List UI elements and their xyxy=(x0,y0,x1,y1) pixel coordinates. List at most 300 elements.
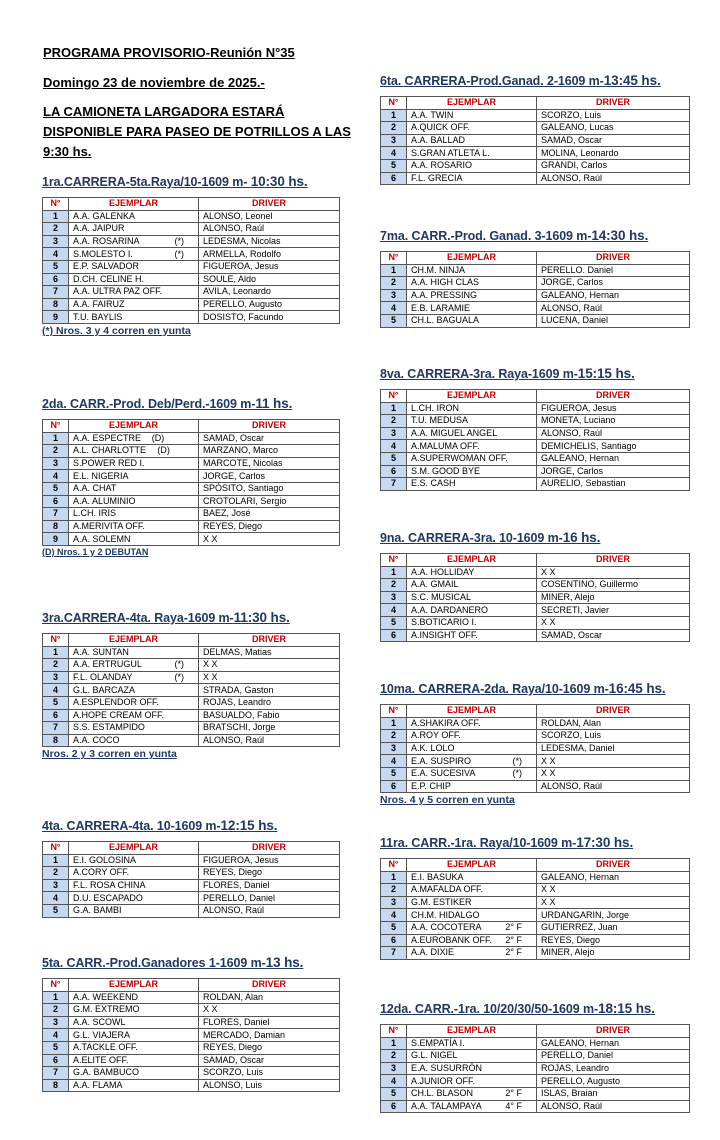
race-title-text: 2da. CARR.-Prod. Deb/Perd.-1609 m- xyxy=(42,397,256,411)
entry-flag: (*) xyxy=(512,755,522,766)
entry-horse-cell xyxy=(407,871,537,884)
entry-number: 6 xyxy=(381,465,407,478)
entry-driver: JORGE, Carlos xyxy=(199,470,340,483)
entry-horse: A.A. CHAT xyxy=(73,483,117,494)
entry-number: 7 xyxy=(43,286,69,299)
entry-horse-cell xyxy=(407,730,537,743)
entry-flag: (*) xyxy=(512,768,522,779)
entry-number: 3 xyxy=(43,235,69,248)
col-header-num: N° xyxy=(381,390,407,403)
entry-number: 5 xyxy=(381,452,407,465)
table-row xyxy=(43,1054,340,1067)
table-row xyxy=(381,717,690,730)
entry-number: 3 xyxy=(43,671,69,684)
entry-horse: S.S. ESTAMPIDO xyxy=(73,722,145,733)
entry-horse-cell xyxy=(407,909,537,922)
entry-number: 2 xyxy=(43,867,69,880)
race-time: 16 hs. xyxy=(562,530,601,545)
entry-number: 8 xyxy=(43,1079,69,1092)
table-row xyxy=(381,896,690,909)
entry-horse-cell xyxy=(69,273,199,286)
entry-driver: X X xyxy=(537,755,690,768)
col-header-num: N° xyxy=(381,554,407,567)
col-header-driver: DRIVER xyxy=(199,634,340,647)
entry-number: 2 xyxy=(381,730,407,743)
table-row xyxy=(43,659,340,672)
race-block xyxy=(42,610,340,760)
entry-driver: ROJAS, Leandro xyxy=(199,696,340,709)
table-header-row xyxy=(43,198,340,211)
entry-driver: ALONSO, Raúl xyxy=(537,172,690,185)
entry-horse: E.P. CHIP xyxy=(411,780,451,791)
entry-horse-cell xyxy=(407,947,537,960)
entry-number: 8 xyxy=(43,520,69,533)
race-time: 11:30 hs. xyxy=(233,610,290,625)
entry-horse-cell xyxy=(69,210,199,223)
entry-horse-cell xyxy=(69,1054,199,1067)
entry-horse-cell xyxy=(407,427,537,440)
table-row xyxy=(381,579,690,592)
entry-horse: E.A. SUSPIRO xyxy=(411,755,472,766)
entry-flag: 2° F xyxy=(505,947,522,958)
entry-horse: T.U. BAYLIS xyxy=(73,311,123,322)
entry-horse: A.A. MIGUEL ANGEL xyxy=(411,428,498,439)
race-title xyxy=(42,174,340,189)
table-row xyxy=(43,533,340,546)
table-row xyxy=(381,452,690,465)
entry-driver: X X xyxy=(199,659,340,672)
entry-horse-cell xyxy=(407,314,537,327)
race-time: 10:30 hs. xyxy=(250,174,308,189)
table-header-row xyxy=(381,859,690,872)
entry-number: 5 xyxy=(43,1041,69,1054)
entry-horse: A.SUPERWOMAN OFF. xyxy=(411,453,508,464)
entry-driver: DOSISTO, Facundo xyxy=(199,311,340,324)
entry-horse: A.SHAKIRA OFF. xyxy=(411,717,481,728)
entry-horse: A.A. SCOWL xyxy=(73,1017,126,1028)
entry-driver: GALEANO, Hernan xyxy=(537,289,690,302)
entries-table xyxy=(42,978,340,1092)
race-title xyxy=(42,610,340,625)
table-row xyxy=(381,934,690,947)
table-row xyxy=(381,921,690,934)
entry-number: 3 xyxy=(381,591,407,604)
entry-horse: F.L. GRECIA xyxy=(411,172,463,183)
entry-driver: JORGE, Carlos xyxy=(537,465,690,478)
entry-horse: A.A. ULTRA PAZ OFF. xyxy=(73,286,163,297)
entry-horse-cell xyxy=(407,440,537,453)
table-row xyxy=(381,1037,690,1050)
entry-driver: X X xyxy=(537,566,690,579)
entry-driver: ALONSO, Raúl xyxy=(537,1100,690,1113)
entry-horse-cell xyxy=(407,755,537,768)
entry-horse-cell xyxy=(407,478,537,491)
entry-horse-cell xyxy=(69,520,199,533)
col-header-num: N° xyxy=(381,705,407,718)
entry-driver: LUCENA, Daniel xyxy=(537,314,690,327)
race-block xyxy=(380,681,690,806)
entry-driver: MINER, Alejo xyxy=(537,947,690,960)
entry-flag: (D) xyxy=(157,445,170,456)
entry-number: 5 xyxy=(381,159,407,172)
entry-number: 6 xyxy=(381,172,407,185)
entry-flag: (D) xyxy=(151,432,165,443)
entry-horse-cell xyxy=(69,1004,199,1017)
col-header-driver: DRIVER xyxy=(537,705,690,718)
table-row xyxy=(381,159,690,172)
table-header-row xyxy=(381,97,690,110)
table-row xyxy=(381,909,690,922)
entry-horse-cell xyxy=(407,717,537,730)
entry-driver: X X xyxy=(537,896,690,909)
entry-horse-cell xyxy=(69,879,199,892)
entry-horse: A.MERIVITA OFF. xyxy=(73,521,145,532)
table-row xyxy=(43,991,340,1004)
entry-horse: A.HOPE CREAM OFF. xyxy=(73,709,165,720)
entry-number: 3 xyxy=(43,457,69,470)
entry-horse: F.L. ROSA CHINA xyxy=(73,880,146,891)
entry-driver: FIGUEROA, Jesus xyxy=(199,260,340,273)
entry-driver: MARCOTE, Nicolas xyxy=(199,457,340,470)
race-time: 18:15 hs. xyxy=(598,1001,655,1016)
entry-driver: REYES, Diego xyxy=(537,934,690,947)
entry-driver: LEDESMA, Nicolas xyxy=(199,235,340,248)
entry-number: 9 xyxy=(43,311,69,324)
race-block xyxy=(380,530,690,642)
entry-horse-cell xyxy=(407,934,537,947)
table-row xyxy=(43,260,340,273)
entry-horse: A.A. FLAMA xyxy=(73,1080,123,1091)
race-title-text: 7ma. CARR.-Prod. Ganad. 3-1609 m- xyxy=(380,229,592,243)
entry-horse: A.A. ESPECTRE xyxy=(73,432,142,443)
entry-horse-cell xyxy=(407,1050,537,1063)
entry-horse: A.A. BALLAD xyxy=(411,135,466,146)
entry-number: 7 xyxy=(381,478,407,491)
table-row xyxy=(381,1062,690,1075)
entry-horse: S.M. GOOD BYE xyxy=(411,465,481,476)
entry-driver: AVILA, Leonardo xyxy=(199,286,340,299)
entry-number: 5 xyxy=(381,314,407,327)
col-header-num: N° xyxy=(43,634,69,647)
entry-number: 9 xyxy=(43,533,69,546)
entry-driver: X X xyxy=(537,884,690,897)
entry-driver: DEMICHELIS, Santiago xyxy=(537,440,690,453)
entry-number: 3 xyxy=(381,1062,407,1075)
entry-number: 4 xyxy=(43,684,69,697)
entries-table xyxy=(42,419,340,546)
entry-horse: S.POWER RED I. xyxy=(73,458,145,469)
table-row xyxy=(381,172,690,185)
entry-horse: A.A. FAIRUZ xyxy=(73,299,125,310)
entry-number: 3 xyxy=(381,427,407,440)
entry-horse: F.L. OLANDAY xyxy=(73,672,133,683)
table-header-row xyxy=(381,1025,690,1038)
col-header-driver: DRIVER xyxy=(199,979,340,992)
entry-horse-cell xyxy=(69,457,199,470)
entry-number: 5 xyxy=(381,921,407,934)
entry-horse-cell xyxy=(69,1041,199,1054)
entry-horse: CH.L. BLASON xyxy=(411,1088,474,1099)
entry-driver: SCORZO, Luis xyxy=(199,1067,340,1080)
entry-horse-cell xyxy=(407,109,537,122)
entry-horse-cell xyxy=(407,134,537,147)
entry-driver: SAMAD, Oscar xyxy=(199,1054,340,1067)
entry-number: 3 xyxy=(381,289,407,302)
entries-table xyxy=(42,633,340,747)
entry-driver: ROJAS, Leandro xyxy=(537,1062,690,1075)
table-row xyxy=(381,1050,690,1063)
entry-horse-cell xyxy=(407,780,537,793)
col-header-driver: DRIVER xyxy=(537,97,690,110)
entry-horse: A.MAFALDA OFF. xyxy=(411,884,484,895)
entry-horse: A.ELITE OFF. xyxy=(73,1054,129,1065)
entry-horse-cell xyxy=(407,896,537,909)
entry-horse-cell xyxy=(69,248,199,261)
col-header-horse: EJEMPLAR xyxy=(407,554,537,567)
table-row xyxy=(381,604,690,617)
entry-number: 1 xyxy=(43,432,69,445)
entry-horse: E.S. CASH xyxy=(411,478,456,489)
entry-horse-cell xyxy=(69,508,199,521)
table-row xyxy=(381,947,690,960)
col-header-num: N° xyxy=(43,420,69,433)
entry-horse: G.L. BARCAZA xyxy=(73,684,136,695)
table-row xyxy=(381,109,690,122)
table-row xyxy=(381,277,690,290)
entry-driver: PERELLO, Daniel xyxy=(537,1050,690,1063)
entry-horse-cell xyxy=(69,533,199,546)
table-row xyxy=(43,904,340,917)
entry-driver: ALONSO, Raúl xyxy=(199,734,340,747)
entry-horse: E.L. NIGERIA xyxy=(73,470,129,481)
race-note: Nros. 2 y 3 corren en yunta xyxy=(42,748,177,761)
entry-number: 3 xyxy=(43,879,69,892)
table-row xyxy=(381,1100,690,1113)
table-row xyxy=(381,415,690,428)
entry-horse: A.A. ROSARIO xyxy=(411,160,473,171)
entry-number: 1 xyxy=(381,109,407,122)
entry-horse-cell xyxy=(69,659,199,672)
entry-number: 1 xyxy=(43,210,69,223)
entry-horse-cell xyxy=(407,579,537,592)
entry-number: 1 xyxy=(43,646,69,659)
entry-number: 4 xyxy=(381,302,407,315)
col-header-horse: EJEMPLAR xyxy=(407,252,537,265)
race-title-text: 5ta. CARR.-Prod.Ganadores 1-1609 m- xyxy=(42,956,266,970)
entry-horse-cell xyxy=(69,904,199,917)
entry-horse-cell xyxy=(407,616,537,629)
entry-horse: A.A. HIGH CLAS xyxy=(411,277,480,288)
race-time: 13 hs. xyxy=(265,955,304,970)
entry-number: 4 xyxy=(381,440,407,453)
entry-horse: S.BOTICARIO I. xyxy=(411,617,477,628)
entry-horse-cell xyxy=(69,709,199,722)
race-title-text: 3ra.CARRERA-4ta. Raya-1609 m- xyxy=(42,611,234,625)
entries-table xyxy=(42,197,340,324)
col-header-horse: EJEMPLAR xyxy=(407,705,537,718)
col-header-num: N° xyxy=(381,252,407,265)
entry-horse: S.GRAN ATLETA L. xyxy=(411,147,490,158)
entry-number: 6 xyxy=(43,1054,69,1067)
race-title xyxy=(42,396,340,411)
entry-horse-cell xyxy=(69,286,199,299)
entry-number: 7 xyxy=(43,722,69,735)
entry-horse: T.U. MEDUSA xyxy=(411,415,469,426)
entries-table xyxy=(380,389,690,491)
entry-horse-cell xyxy=(69,892,199,905)
entry-number: 5 xyxy=(381,616,407,629)
notice-line-1: LA CAMIONETA LARGADORA ESTARÁ xyxy=(43,104,285,119)
race-block xyxy=(42,396,340,557)
entry-horse: E.I. BASUKA xyxy=(411,871,464,882)
entry-number: 2 xyxy=(381,277,407,290)
entry-number: 2 xyxy=(381,579,407,592)
table-row xyxy=(381,629,690,642)
entry-number: 2 xyxy=(43,659,69,672)
entry-driver: MOLINA, Leonardo xyxy=(537,147,690,160)
entry-flag: 2° F xyxy=(505,934,522,945)
entry-number: 1 xyxy=(43,991,69,1004)
col-header-num: N° xyxy=(381,1025,407,1038)
entry-horse-cell xyxy=(407,172,537,185)
entry-horse-cell xyxy=(69,671,199,684)
entry-horse-cell xyxy=(69,991,199,1004)
table-row xyxy=(381,427,690,440)
entry-horse: G.M. ESTIKER xyxy=(411,897,472,908)
race-title-text: 11ra. CARR.-1ra. Raya/10-1609 m- xyxy=(380,836,577,850)
entry-driver: GUTIERREZ, Juan xyxy=(537,921,690,934)
table-row xyxy=(43,482,340,495)
entry-driver: X X xyxy=(537,767,690,780)
table-header-row xyxy=(43,420,340,433)
entry-horse-cell xyxy=(407,452,537,465)
table-row xyxy=(381,402,690,415)
table-row xyxy=(43,470,340,483)
entry-driver: FIGUEROA, Jesus xyxy=(537,402,690,415)
table-row xyxy=(43,1004,340,1017)
table-row xyxy=(381,780,690,793)
race-time: 15:15 hs. xyxy=(577,366,635,381)
entry-horse: G.M. EXTREMO xyxy=(73,1004,140,1015)
entry-driver: ALONSO, Leonel xyxy=(199,210,340,223)
entry-horse: G.L. VIAJERA xyxy=(73,1029,131,1040)
entry-horse-cell xyxy=(407,1087,537,1100)
entry-number: 4 xyxy=(381,147,407,160)
entry-flag: 2° F xyxy=(505,922,522,933)
entry-horse: A.ROY OFF. xyxy=(411,730,461,741)
entry-horse-cell xyxy=(69,445,199,458)
entry-driver: REYES, Diego xyxy=(199,867,340,880)
table-row xyxy=(381,478,690,491)
entry-horse: A.A. JAIPUR xyxy=(73,223,125,234)
entry-horse: CH.M. HIDALGO xyxy=(411,909,480,920)
entry-number: 6 xyxy=(381,934,407,947)
entry-flag: (*) xyxy=(174,236,184,247)
entry-flag: 4° F xyxy=(505,1100,522,1111)
entry-horse-cell xyxy=(407,122,537,135)
entry-number: 2 xyxy=(43,445,69,458)
entry-number: 3 xyxy=(43,1016,69,1029)
entry-flag: 2° F xyxy=(505,1088,522,1099)
entry-number: 1 xyxy=(381,264,407,277)
entry-flag: (*) xyxy=(174,672,184,683)
entry-driver: GALEANO, Hernan xyxy=(537,871,690,884)
entry-horse-cell xyxy=(69,235,199,248)
entry-driver: BASUALDO, Fabio xyxy=(199,709,340,722)
col-header-horse: EJEMPLAR xyxy=(69,979,199,992)
entry-horse: D.U. ESCAPADO xyxy=(73,892,143,903)
table-row xyxy=(43,1041,340,1054)
entry-horse-cell xyxy=(407,921,537,934)
entries-table xyxy=(42,841,340,918)
entry-horse-cell xyxy=(407,402,537,415)
entry-number: 3 xyxy=(381,742,407,755)
entry-horse-cell xyxy=(407,767,537,780)
entry-horse: L.CH. IRON xyxy=(411,402,460,413)
race-title-text: 10ma. CARRERA-2da. Raya/10-1609 m- xyxy=(380,682,609,696)
race-title xyxy=(380,835,690,850)
entry-driver: X X xyxy=(199,533,340,546)
table-row xyxy=(381,742,690,755)
table-header-row xyxy=(381,554,690,567)
col-header-driver: DRIVER xyxy=(537,859,690,872)
entry-driver: URDANGARIN, Jorge xyxy=(537,909,690,922)
entry-horse: E.A. SUSURRÓN xyxy=(411,1063,483,1074)
entry-horse: E.B. LARAMIE xyxy=(411,302,471,313)
entry-driver: FLORES, Daniel xyxy=(199,1016,340,1029)
entry-horse: A.A. TALAMPAYA xyxy=(411,1100,482,1111)
race-block xyxy=(42,955,340,1092)
entry-horse: A.A. HOLLIDAY xyxy=(411,566,475,577)
entry-driver: LEDESMA, Daniel xyxy=(537,742,690,755)
entry-horse-cell xyxy=(407,159,537,172)
entry-driver: MERCADO, Damian xyxy=(199,1029,340,1042)
entry-driver: SAMAD, Oscar xyxy=(199,432,340,445)
race-note: (D) Nros. 1 y 2 DEBUTAN xyxy=(42,546,149,557)
col-header-driver: DRIVER xyxy=(199,842,340,855)
table-row xyxy=(381,289,690,302)
entry-horse-cell xyxy=(69,696,199,709)
entry-driver: PERELLO, Augusto xyxy=(199,298,340,311)
entry-horse: A.MALUMA OFF. xyxy=(411,440,480,451)
entry-driver: GALEANO, Hernan xyxy=(537,1037,690,1050)
table-header-row xyxy=(381,252,690,265)
race-note: Nros. 4 y 5 corren en yunta xyxy=(380,794,515,807)
col-header-num: N° xyxy=(43,842,69,855)
race-title-text: 12da. CARR.-1ra. 10/20/30/50-1609 m- xyxy=(380,1002,599,1016)
table-row xyxy=(381,884,690,897)
entry-number: 1 xyxy=(381,1037,407,1050)
table-row xyxy=(43,311,340,324)
entries-table xyxy=(380,858,690,960)
entry-horse-cell xyxy=(407,277,537,290)
race-title xyxy=(380,366,690,381)
entry-driver: GRANDI, Carlos xyxy=(537,159,690,172)
race-time: 12:15 hs. xyxy=(220,818,278,833)
table-row xyxy=(43,854,340,867)
table-row xyxy=(381,147,690,160)
entry-number: 5 xyxy=(43,482,69,495)
entry-horse-cell xyxy=(69,432,199,445)
table-row xyxy=(381,465,690,478)
col-header-num: N° xyxy=(381,97,407,110)
entry-driver: FIGUEROA, Jesus xyxy=(199,854,340,867)
entry-driver: FLORES, Daniel xyxy=(199,879,340,892)
table-row xyxy=(381,871,690,884)
entry-driver: ARMELLA, Rodolfo xyxy=(199,248,340,261)
table-row xyxy=(43,1079,340,1092)
entry-horse-cell xyxy=(407,1037,537,1050)
